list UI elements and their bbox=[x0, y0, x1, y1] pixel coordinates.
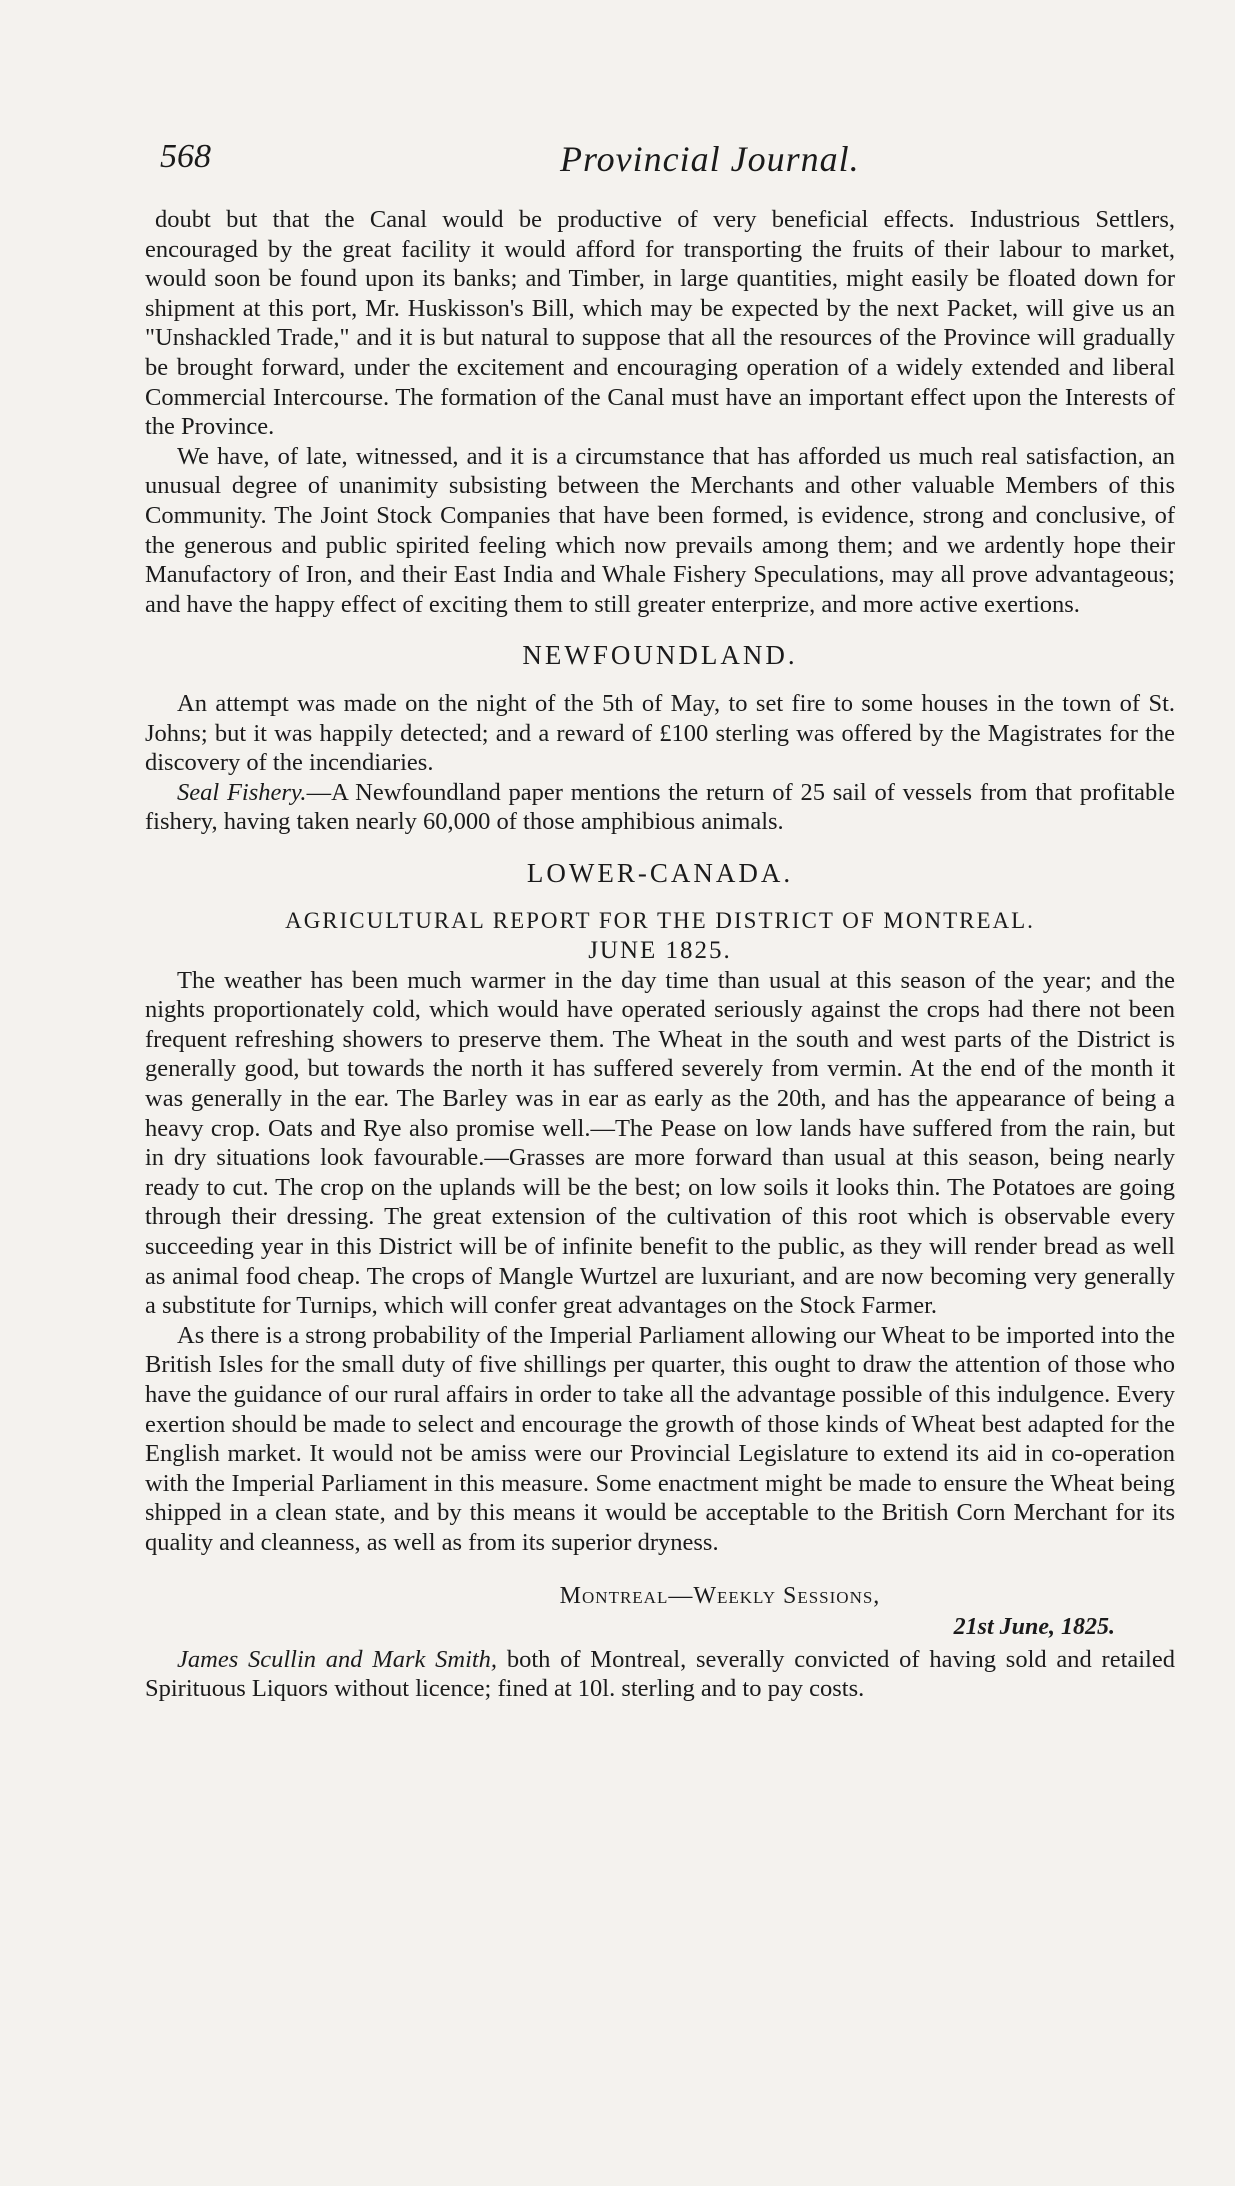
sessions-heading: Montreal—Weekly Sessions, bbox=[559, 1582, 881, 1609]
unanimity-paragraph: We have, of late, witnessed, and it is a circumstance that has afforded us much real satisfaction, an unusual degree of unanimity subsisting between the Merchants and other valuable Members of this Community. The Joint Stock Companies that have been formed, is evidence, strong and conclusive, of the generous and public spirited feeling which now prevails among them; and we ardently hope their Manufactory of Iron, and their East India and Whale Fishery Speculations, may all prove advantageous; and have the happy effect of exciting them to still greater enterprize, and more active exertions. bbox=[145, 442, 1175, 618]
sessions-date: 21st June, 1825. bbox=[953, 1614, 1115, 1641]
agricultural-report-title: AGRICULTURAL REPORT FOR THE DISTRICT OF MONTREAL. bbox=[285, 908, 1035, 934]
article-body bbox=[145, 205, 1175, 1704]
wheat-paragraph: As there is a strong probability of the Imperial Parliament allowing our Wheat to be imported into the British Isles for the small duty of five shillings per quarter, this ought to draw the attention of those who have the guidance of our rural affairs in order to take all the advantage possible of this indulgence. Every exertion should be made to select and encourage the growth of those kinds of Wheat best adapted for the English market. It would not be amiss were our Provincial Legislature to extend its aid in co-operation with the Imperial Parliament in this measure. Some enactment might be made to ensure the Wheat being shipped in a clean state, and by this means it would be acceptable to the British Corn Merchant for its quality and cleanness, as well as from its superior dryness. bbox=[145, 1321, 1175, 1556]
seal-fishery-paragraph bbox=[145, 778, 1175, 837]
newfoundland-heading: NEWFOUNDLAND. bbox=[522, 640, 798, 671]
fire-paragraph: An attempt was made on the night of the 5th of May, to set fire to some houses in the town of St. Johns; but it was happily detected; and a reward of £100 sterling was offered by the Magistrates for the discovery of the incendiaries. bbox=[145, 689, 1175, 777]
seal-fishery-runin: Seal Fishery. bbox=[177, 778, 307, 806]
seal-fishery-text: —A Newfoundland paper mentions the return of 25 sail of vessels from that profitable fishery, having taken nearly 60,000 of those amphibious animals. bbox=[145, 778, 1175, 836]
lower-canada-heading: LOWER-CANADA. bbox=[526, 857, 794, 888]
canal-paragraph: doubt but that the Canal would be productive of very beneficial effects. Industrious Settlers, encouraged by the great facility it would afford for transporting the fruits of their labour to market, would soon be found upon its banks; and Timber, in large quantities, might easily be floated down for shipment at this port, Mr. Huskisson's Bill, which may be expected by the next Packet, will give us an "Unshackled Trade," and it is but natural to suppose that all the resources of the Province will gradually be brought forward, under the excitement and encouraging operation of a widely extended and liberal Commercial Intercourse. The formation of the Canal must have an important effect upon the Interests of the Province. bbox=[145, 206, 1175, 441]
sessions-names: James Scullin and Mark Smith, bbox=[177, 1645, 498, 1673]
sessions-text: both of Montreal, severally convicted of having sold and retailed Spirituous Liquors without licence; fined at 10l. sterling and to pay costs. bbox=[145, 1645, 1175, 1703]
running-head: Provincial Journal. bbox=[560, 139, 860, 179]
page-header bbox=[160, 138, 1160, 188]
sessions-paragraph bbox=[145, 1645, 1175, 1704]
agricultural-report-date: JUNE 1825. bbox=[588, 937, 732, 965]
page-number: 568 bbox=[160, 138, 211, 175]
weather-paragraph: The weather has been much warmer in the day time than usual at this season of the year; and the nights proportionately cold, which would have operated seriously against the crops had there not been frequent refreshing showers to preserve them. The Wheat in the south and west parts of the District is generally good, but towards the north it has suffered severely from vermin. At the end of the month it was generally in the ear. The Barley was in ear as early as the 20th, and has the appearance of being a heavy crop. Oats and Rye also promise well.—The Pease on low lands have suffered from the rain, but in dry situations look favourable.—Grasses are more forward than usual at this season, being nearly ready to cut. The crop on the uplands will be the best; on low soils it looks thin. The Potatoes are going through their dressing. The great extension of the cultivation of this root which is observable every succeeding year in this District will be of infinite benefit to the public, as they will render bread as well as animal food cheap. The crops of Mangle Wurtzel are luxuriant, and are now becoming very generally a substitute for Turnips, which will confer great advantages on the Stock Farmer. bbox=[145, 966, 1175, 1320]
